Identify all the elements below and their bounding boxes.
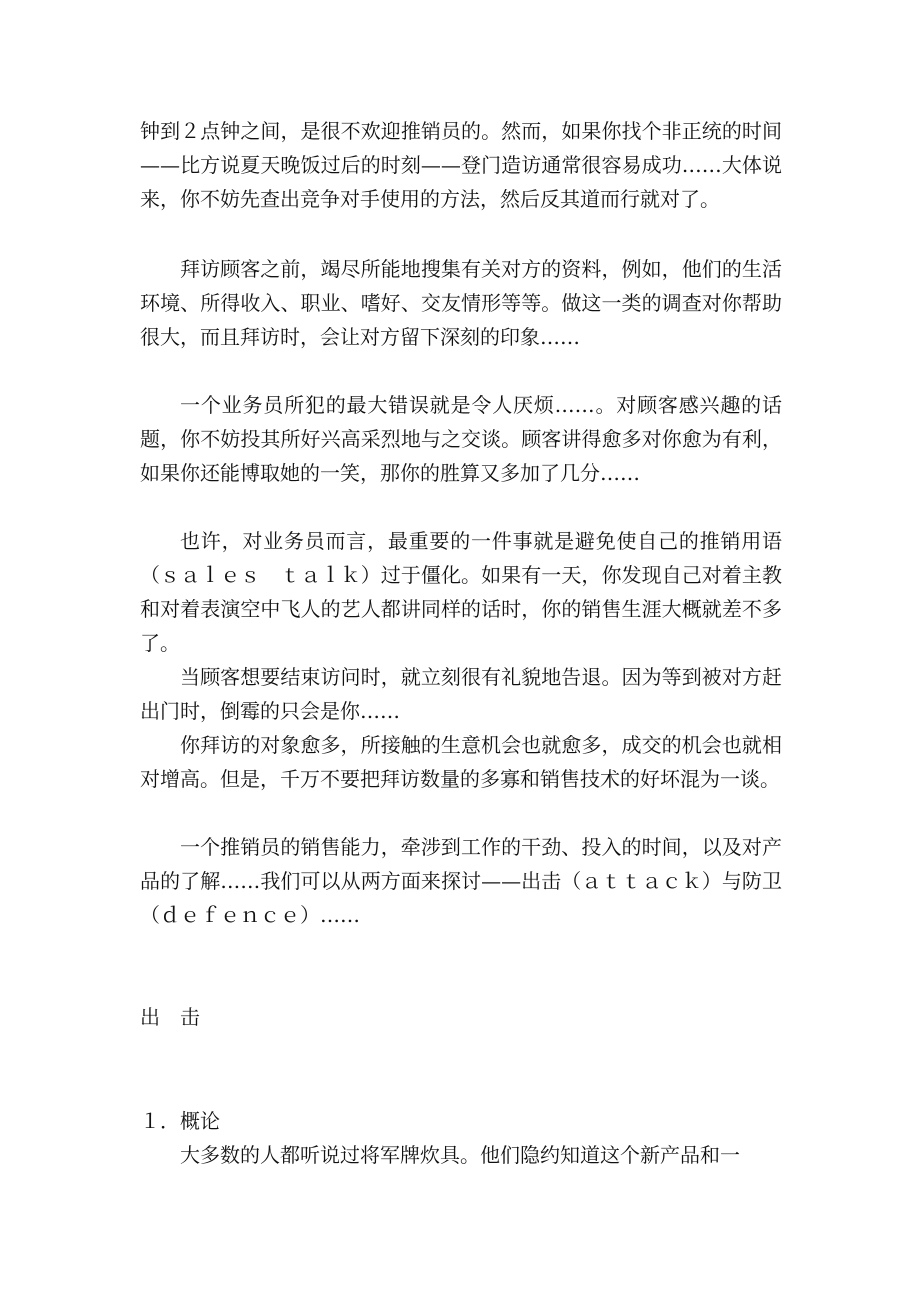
subsection-heading: １．概论 — [140, 1109, 220, 1133]
paragraph-1: 钟到２点钟之间，是很不欢迎推销员的。然而，如果你找个非正统的时间——比方说夏天晚饭过后的时刻——登门造访通常很容易成功……大体说来，你不妨先查出竞争对手使用的方法，然后反其道而行就对了。 — [140, 119, 782, 211]
paragraph-7: 一个推销员的销售能力，牵涉到工作的干劲、投入的时间，以及对产品的了解……我们可以从两方面来探讨——出击（ａｔｔａｃｋ）与防卫（ｄｅｆｅｎｃｅ）…… — [140, 835, 782, 927]
section-heading: 出 击 — [140, 1005, 200, 1029]
paragraph-3: 一个业务员所犯的最大错误就是令人厌烦……。对顾客感兴趣的话题，你不妨投其所好兴高采烈地与之交谈。顾客讲得愈多对你愈为有利，如果你还能博取她的一笑，那你的胜算又多加了几分…… — [140, 393, 782, 485]
paragraph-final: 大多数的人都听说过将军牌炊具。他们隐约知道这个新产品和一 — [180, 1143, 740, 1167]
paragraph-2: 拜访顾客之前，竭尽所能地搜集有关对方的资料，例如，他们的生活环境、所得收入、职业、嗜好、交友情形等等。做这一类的调查对你帮助很大，而且拜访时，会让对方留下深刻的印象…… — [140, 257, 782, 349]
paragraph-6: 你拜访的对象愈多，所接触的生意机会也就愈多，成交的机会也就相对增高。但是，千万不要把拜访数量的多寡和销售技术的好坏混为一谈。 — [140, 733, 782, 791]
paragraph-4: 也许，对业务员而言，最重要的一件事就是避免使自己的推销用语（ｓａｌｅｓ ｔａｌｋ）过于僵化。如果有一天，你发现自己对着主教和对着表演空中飞人的艺人都讲同样的话时，你的销售生涯大概就差不多了。 — [140, 529, 782, 655]
paragraph-5: 当顾客想要结束访问时，就立刻很有礼貌地告退。因为等到被对方赶出门时，倒霉的只会是你…… — [140, 665, 782, 723]
